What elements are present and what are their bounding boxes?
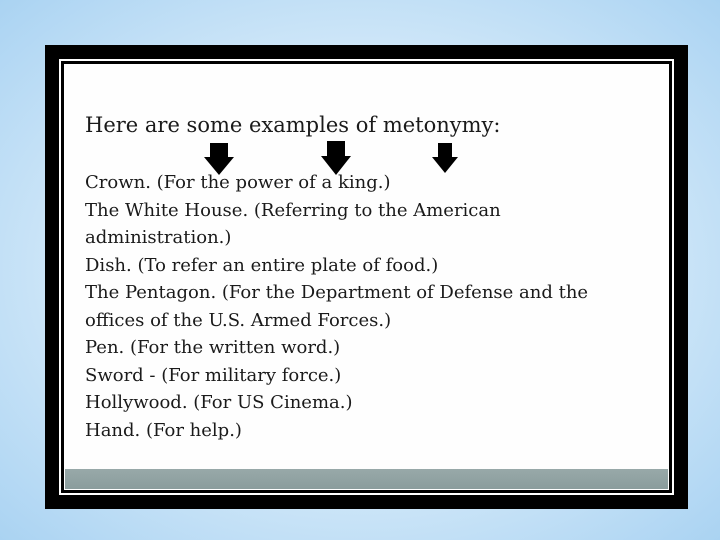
slide-heading: Here are some examples of metonymy: [85, 113, 501, 137]
list-item: Dish. (To refer an entire plate of food.) [85, 254, 439, 276]
slide-frame [45, 45, 688, 509]
list-item: The Pentagon. (For the Department of Defense and the offices of the U.S. Armed Forces.) [85, 282, 589, 331]
slide-border [59, 59, 674, 495]
bottom-strip [65, 469, 668, 489]
slide-panel [64, 64, 669, 490]
list-item: Pen. (For the written word.) [85, 337, 341, 358]
list-item: Hand. (For help.) [85, 419, 242, 441]
list-item: Crown. (For the power of a king.) [85, 172, 391, 193]
examples-list [85, 169, 645, 444]
content-area [65, 65, 668, 469]
list-item: The White House. (Referring to the American administration.) [85, 199, 501, 248]
list-item: Sword - (For military force.) [85, 364, 342, 386]
list-item: Hollywood. (For US Cinema.) [85, 392, 353, 413]
